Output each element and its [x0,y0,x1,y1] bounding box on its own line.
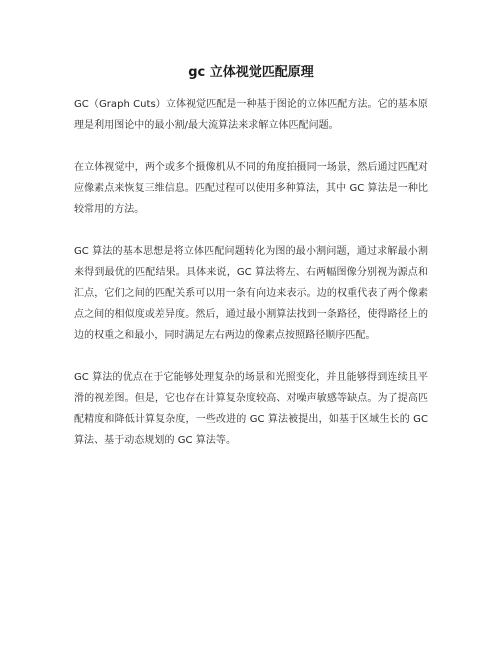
paragraph-pros-cons: GC 算法的优点在于它能够处理复杂的场景和光照变化，并且能够得到连续且平滑的视差图。但是，它也存在计算复杂度较高、对噪声敏感等缺点。为了提高匹配精度和降低计算复杂度，一些改进的 GC 算法被提出，如基于区域生长的 GC 算法、基于动态规划的 GC 算法等。 [74,372,428,446]
paragraph-basic-idea: GC 算法的基本思想是将立体匹配问题转化为图的最小割问题，通过求解最小割来得到最优的匹配结果。具体来说，GC 算法将左、右两幅图像分别视为源点和汇点，它们之间的匹配关系可以用一条有向边来表示。边的权重代表了两个像素点之间的相似度或差异度。然后，通过最小割算法找到一条路径，使得路径上的边的权重之和最小，同时满足左右两边的像素点按照路径顺序匹配。 [74,246,428,341]
paragraph-stereo-vision: 在立体视觉中，两个或多个摄像机从不同的角度拍摄同一场景，然后通过匹配对应像素点来恢复三维信息。匹配过程可以使用多种算法，其中 GC 算法是一种比较常用的方法。 [74,162,428,215]
document-body [74,94,428,472]
paragraph-intro: GC（Graph Cuts）立体视觉匹配是一种基于图论的立体匹配方法。它的基本原理是利用图论中的最小割/最大流算法来求解立体匹配问题。 [74,99,428,131]
page-title: gc 立体视觉匹配原理 [188,65,314,80]
